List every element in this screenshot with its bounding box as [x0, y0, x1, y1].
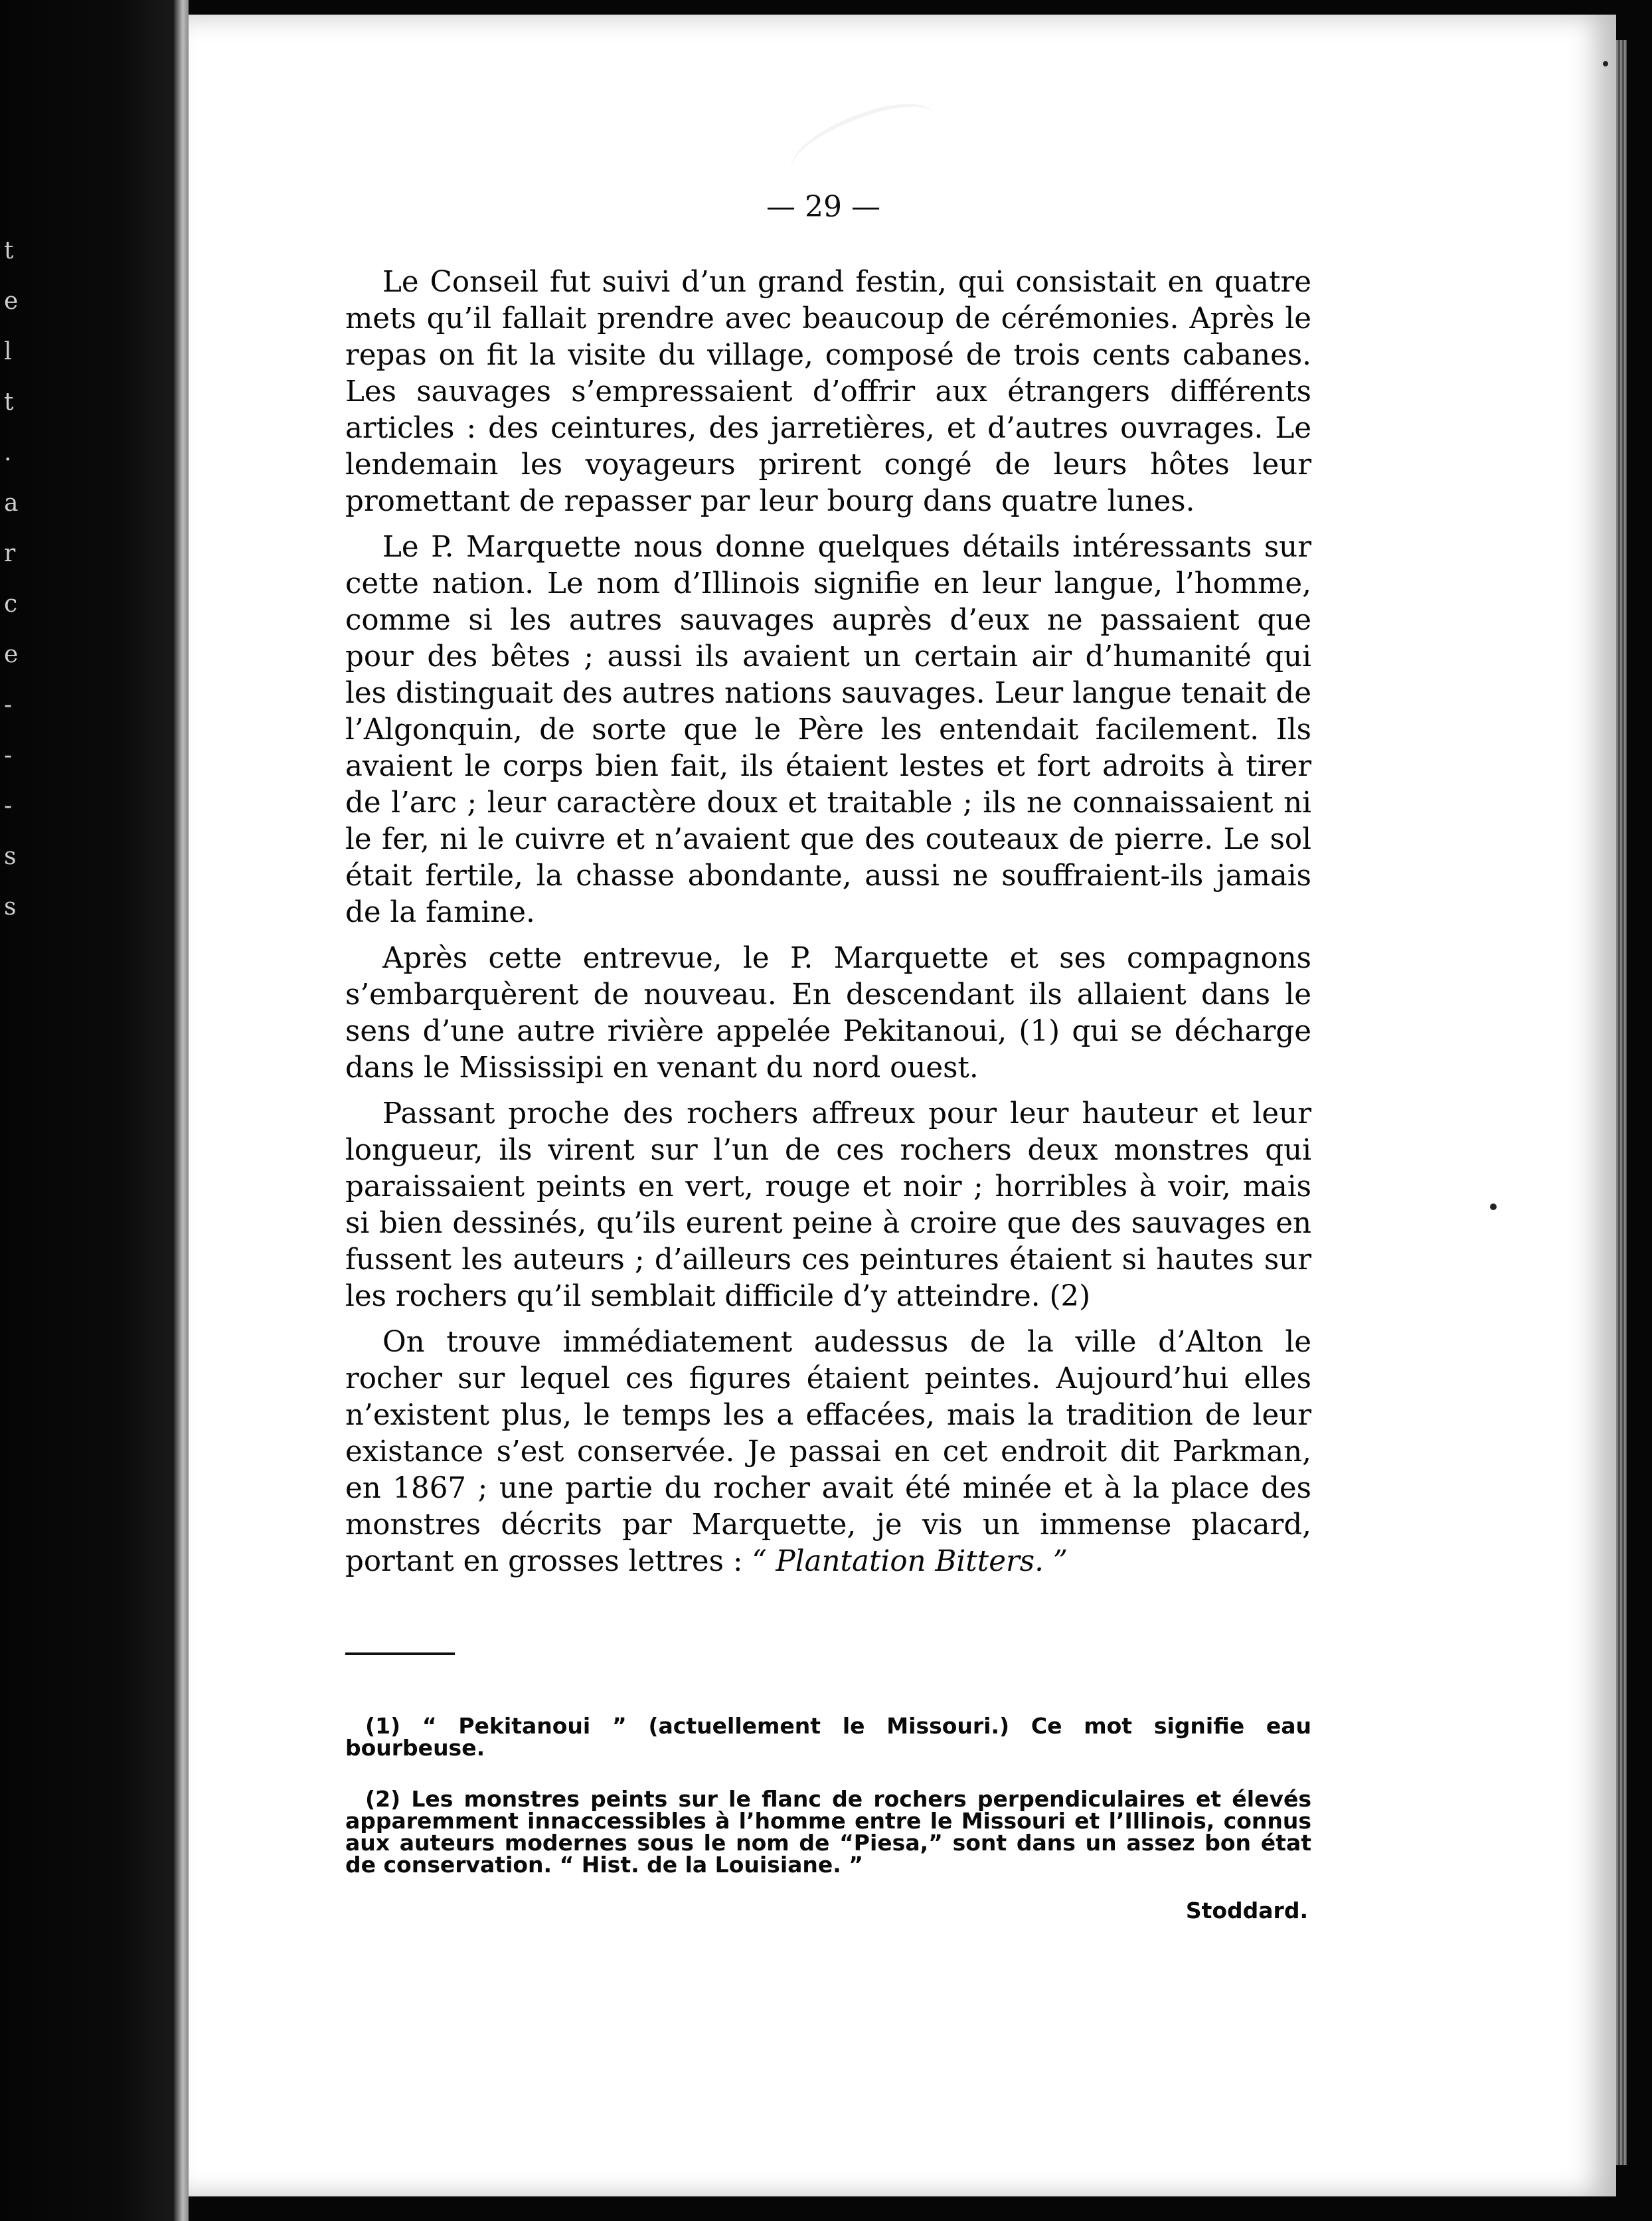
footnote-signature: Stoddard. [1185, 1898, 1308, 1923]
left-page-text-fragments [4, 239, 24, 946]
left-fragment: t [4, 389, 14, 416]
paragraph: Le Conseil fut suivi d’un grand festin, qui consistait en quatre mets qu’il fallait prendre avec beaucoup de cérémonies. Après le repas on fit la visite du village, composé de trois cents cabanes. Les sauvages s’empressaient d’offrir aux étrangers différents articles : des ceintures, des jarretières, et d’autres ouvrages. Le lendemain les voyageurs prirent congé de leurs hôtes leur promettant de repasser par leur bourg dans quatre lunes. [345, 266, 1311, 518]
left-fragment: - [4, 742, 13, 769]
book-gutter [174, 0, 189, 2221]
left-fragment: s [4, 843, 17, 870]
paragraph: Passant proche des rochers affreux pour leur hauteur et leur longueur, ils virent sur l’un de ces rochers deux monstres qui paraissaient peints en vert, rouge et noir ; horribles à voir, mais si bien dessinés, qu’ils eurent peine à croire que des sauvages en fussent les auteurs ; d’ailleurs ces peintures étaient si hautes sur les rochers qu’il semblait difficile d’y atteindre. (2) [345, 1097, 1311, 1313]
left-fragment: - [4, 792, 13, 820]
paragraph-text: On trouve immédiatement audessus de la ville d’Alton le rocher sur lequel ces figures étaient peintes. Aujourd’hui elles n’existent plus, le temps les a effacées, mais la tradition de leur existance s’est conservée. Je passai en cet endroit dit Parkman, en 1867 ; une partie du rocher avait été minée et à la place des monstres décrits par Marquette, je vis un immense placard, portant en grosses lettres : [345, 1326, 1311, 1578]
left-fragment: . [4, 439, 12, 466]
left-fragment: t [4, 237, 14, 264]
dust-speck [1490, 1203, 1497, 1210]
paragraph: Le P. Marquette nous donne quelques détails intéressants sur cette nation. Le nom d’Illinois signifie en leur langue, l’homme, comme si les autres sauvages auprès d’eux ne passaient que pour des bêtes ; aussi ils avaient un certain air d’humanité qui les distinguait des autres nations sauvages. Leur langue tenait de l’Algonquin, de sorte que le Père les entendait facilement. Ils avaient le corps bien fait, ils étaient lestes et fort adroits à tirer de l’arc ; leur caractère doux et traitable ; ils ne connaissaient ni le fer, ni le cuivre et n’avaient que des couteaux de pierre. Le sol était fertile, la chasse abondante, aussi ne souffraient-ils jamais de la famine. [345, 531, 1311, 929]
left-fragment: e [4, 288, 19, 315]
left-fragment: c [4, 590, 18, 618]
left-fragment: s [4, 893, 17, 921]
left-page-edge [0, 0, 174, 2221]
left-fragment: r [4, 540, 16, 567]
dust-speck [1603, 61, 1608, 66]
footnote: (2) Les monstres peints sur le flanc de rochers perpendiculaires et élevés apparemment innaccessibles à l’homme entre le Missouri et l’Illinois, connus aux auteurs modernes sous le nom de “Piesa,” sont dans un assez bon état de conservation. “ Hist. de la Louisiane. ” [345, 1786, 1311, 1878]
paragraph-last [345, 1324, 1311, 1580]
left-fragment: e [4, 641, 19, 668]
paragraph: Après cette entrevue, le P. Marquette et ses compagnons s’embarquèrent de nouveau. En descendant ils allaient dans le sens d’une autre rivière appelée Pekitanoui, (1) qui se décharge dans le Mississipi en venant du nord ouest. [345, 942, 1311, 1085]
footnote: (1) “ Pekitanoui ” (actuellement le Missouri.) Ce mot signifie eau bourbeuse. [345, 1713, 1311, 1761]
footnote-rule [345, 1652, 455, 1655]
page-number: — 29 — [766, 190, 880, 224]
footnotes [345, 1715, 1311, 1876]
film-scratch [781, 92, 944, 194]
left-fragment: a [4, 489, 19, 517]
left-fragment: l [4, 338, 12, 365]
italic-quote: “ Plantation Bitters. ” [752, 1545, 1068, 1578]
body-text [345, 264, 1311, 1580]
left-fragment: - [4, 691, 13, 719]
